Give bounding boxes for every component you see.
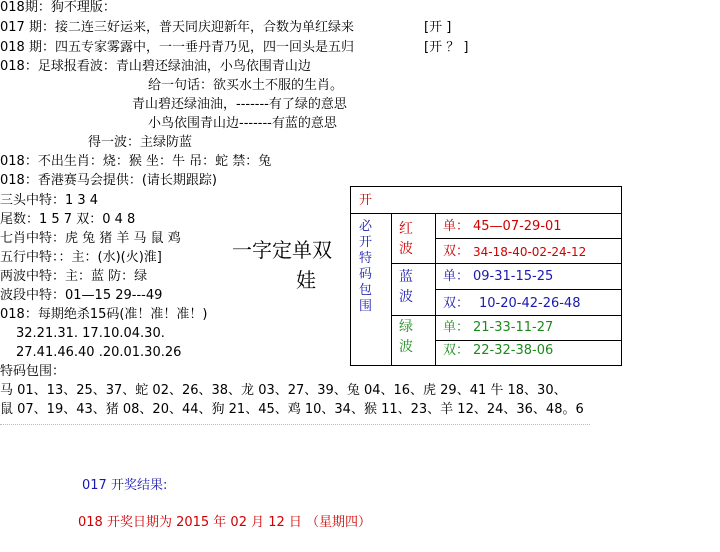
line-kill-numbers-2: 27.41.46.40 .20.01.30.26 bbox=[16, 345, 182, 360]
line-two-wave: 两波中特：主：蓝 防：绿 bbox=[0, 269, 148, 284]
line-green-meaning: 青山碧还绿油油，-------有了绿的意思 bbox=[132, 97, 347, 112]
line-hint: 给一句话：欲买水土不服的生肖。 bbox=[148, 78, 344, 93]
table-rule bbox=[391, 263, 621, 264]
blue-odd-value: 09-31-15-25 bbox=[473, 269, 554, 284]
big-odd-even-text-2: 娃 bbox=[296, 268, 316, 292]
blue-even-value: 10-20-42-26-48 bbox=[479, 296, 581, 311]
line-special-code: 特码包围： bbox=[0, 364, 66, 379]
draw-date: 018 开奖日期为 2015 年 02 月 12 日 （星期四） bbox=[78, 515, 372, 530]
red-even-label: 双： bbox=[443, 244, 470, 259]
green-even-value: 22-32-38-06 bbox=[473, 343, 554, 358]
line-wave-segment: 波段中特：01—15 29---49 bbox=[0, 288, 163, 303]
red-even-value: 34-18-40-02-24-12 bbox=[473, 245, 587, 259]
line-017-poem: 017 期：接二连三好运来，普天同庆迎新年，合数为单红绿来 bbox=[0, 20, 354, 35]
line-zodiac-numbers-1: 马 01、13、25、37、蛇 02、26、38、龙 03、27、39、兔 04、16、虎 29、41 牛 18、30、 bbox=[0, 383, 567, 398]
line-no-zodiac: 018：不出生肖：烧：猴 坐：牛 吊：蛇 禁：兔 bbox=[0, 154, 272, 169]
line-hk-jockey: 018：香港赛马会提供：(请长期跟踪) bbox=[0, 173, 217, 188]
red-odd-label: 单： bbox=[443, 219, 470, 234]
green-even-label: 双： bbox=[443, 343, 470, 358]
red-odd-value: 45—07-29-01 bbox=[473, 219, 562, 234]
table-rule bbox=[435, 238, 621, 239]
code-table bbox=[350, 186, 622, 366]
line-wave-result: 得一波：主绿防蓝 bbox=[88, 135, 193, 150]
side-label: 必开特码包围 bbox=[359, 219, 373, 314]
line-kill-numbers-1: 32.21.31. 17.10.04.30. bbox=[16, 326, 165, 341]
blue-even-label: 双： bbox=[443, 296, 470, 311]
line-seven-zodiac: 七肖中特：虎 兔 猪 羊 马 鼠 鸡 bbox=[0, 231, 181, 246]
table-rule bbox=[391, 315, 621, 316]
table-rule bbox=[391, 213, 392, 365]
result-heading: 017 开奖结果: bbox=[82, 478, 168, 493]
line-017-tag: [开 ] bbox=[424, 20, 452, 35]
line-kill-15: 018：每期绝杀15码(准！准！准！) bbox=[0, 307, 208, 322]
table-rule bbox=[435, 289, 621, 290]
table-rule bbox=[435, 340, 621, 341]
divider bbox=[0, 424, 590, 425]
table-header: 开 bbox=[359, 193, 373, 208]
green-odd-label: 单： bbox=[443, 320, 470, 335]
line-tail-number: 尾数：1 5 7 双：0 4 8 bbox=[0, 212, 136, 227]
wave-blue-label: 蓝波 bbox=[399, 269, 413, 305]
blue-odd-label: 单： bbox=[443, 269, 470, 284]
line-blue-meaning: 小鸟依围青山边-------有蓝的意思 bbox=[148, 116, 337, 131]
line-018-tag: [开 ？ ] bbox=[424, 40, 469, 55]
wave-red-label: 红波 bbox=[399, 221, 413, 257]
line-zodiac-numbers-2: 鼠 07、19、43、猪 08、20、44、狗 21、45、鸡 10、34、猴 11、23、羊 12、24、36、48。6 bbox=[0, 402, 584, 417]
line-football-wave: 018：足球报看波：青山碧还绿油油，小鸟依围青山边 bbox=[0, 59, 311, 74]
line-five-element: 五行中特：：主：(水)(火)淮] bbox=[0, 250, 162, 265]
line-018-poem: 018 期：四五专家雾露中，一一垂丹青乃见，四一回头是五归 bbox=[0, 40, 354, 55]
line-title: 018期：狗不理版： bbox=[0, 0, 116, 15]
big-odd-even-text: 一字定单双 bbox=[232, 238, 332, 262]
wave-green-label: 绿波 bbox=[399, 319, 413, 355]
green-odd-value: 21-33-11-27 bbox=[473, 320, 554, 335]
line-three-head: 三头中特：1 3 4 bbox=[0, 193, 99, 208]
